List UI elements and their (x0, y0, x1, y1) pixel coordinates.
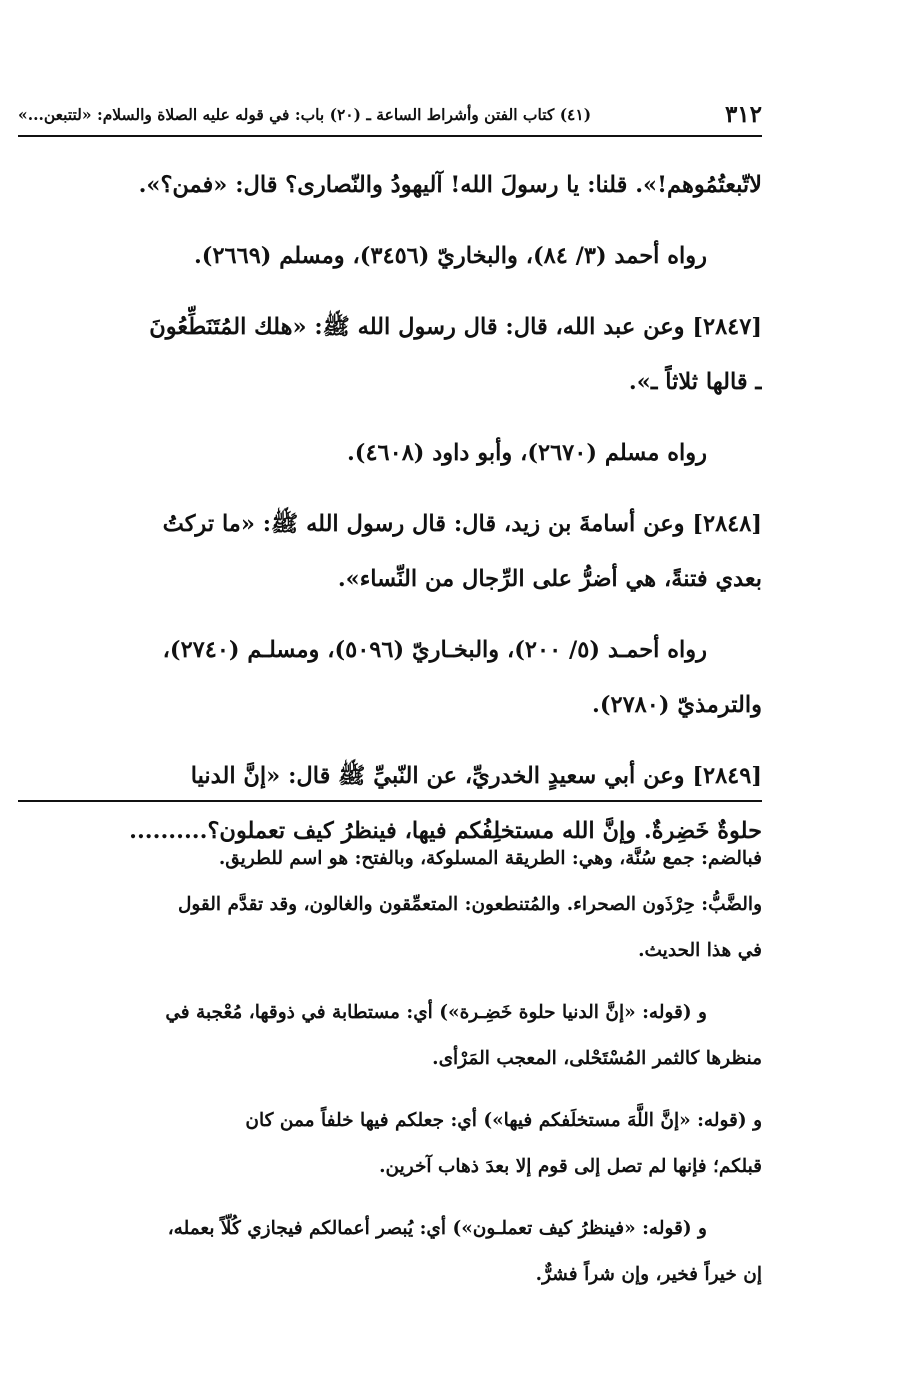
text-line: حلوةٌ خَضِرةٌ. وإنَّ الله مستخلِفُكم فيها، فينظرُ كيف تعملون؟.......... (129, 818, 762, 844)
hadith-source (18, 229, 762, 284)
page-header (18, 96, 762, 132)
text-line: و (قوله: «إنَّ الدنيا حلوة خَضِـرة») أي: مستطابة في ذوقها، مُعْجبة في (165, 1002, 707, 1023)
text-line: رواه أحمـد (٥/ ٢٠٠)، والبخـاريّ (٥٠٩٦)، ومسلـم (٢٧٤٠)، (162, 637, 707, 663)
text-line: والترمذيّ (٢٧٨٠). (592, 692, 762, 718)
commentary-paragraph (18, 990, 762, 1082)
text-line: قبلكم؛ فإنها لم تصل إلى قوم إلا بعدَ ذهاب آخرين. (379, 1156, 762, 1177)
text-line: و (قوله: «فينظرُ كيف تعملـون») أي: يُبصر أعمالكم فيجازي كُلّاً بعمله، (167, 1218, 707, 1239)
text-line: والضَّبُّ: حِرْذَون الصحراء. والمُتنطعون: المتعمِّقون والغالون، وقد تقدَّم القول (177, 894, 762, 915)
hadith-source (18, 426, 762, 481)
text-line: و (قوله: «إنَّ اللَّهَ مستخلَفكم فيها») أي: جعلكم فيها خلفاً ممن كان (245, 1110, 762, 1131)
header-rule (18, 135, 762, 137)
text-line: رواه مسلم (٢٦٧٠)، وأبو داود (٤٦٠٨). (346, 440, 707, 466)
main-text (18, 158, 762, 875)
commentary-paragraph (18, 1206, 762, 1298)
hadith-2848 (18, 497, 762, 607)
page-number: ٣١٢ (724, 100, 762, 128)
text-line: إن خيراً فخير، وإن شراً فشرٌّ. (535, 1264, 762, 1285)
hadith-2847 (18, 300, 762, 410)
text-line: فبالضم: جمع سُنَّة، وهي: الطريقة المسلوكة، وبالفتح: هو اسم للطريق. (218, 848, 762, 869)
text-line: لاتّبعتُمُوهم!». قلنا: يا رسولَ الله! آليهودُ والنّصارى؟ قال: «فمن؟». (138, 172, 762, 198)
hadith-continuation (18, 158, 762, 213)
commentary (18, 836, 762, 1314)
running-title: (٤١) كتاب الفتن وأشراط الساعة ـ (٢٠) باب: في قوله عليه الصلاة والسلام: «لتتبعن...» (18, 104, 592, 124)
footnote-separator (18, 800, 762, 802)
text-line: [٢٨٤٧] وعن عبد الله، قال: قال رسول الله ﷺ: «هلك المُتَنَطِّعُونَ (149, 314, 762, 340)
text-line: في هذا الحديث. (638, 940, 762, 961)
text-line: ـ قالها ثلاثاً ـ». (628, 369, 762, 395)
hadith-source (18, 623, 762, 733)
text-line: [٢٨٤٩] وعن أبي سعيدٍ الخدريِّ، عن النّبيِّ ﷺ قال: «إنَّ الدنيا (190, 763, 762, 789)
text-line: منظرها كالثمر المُسْتَحْلى، المعجب المَرْأى. (432, 1048, 762, 1069)
text-line: رواه أحمد (٣/ ٨٤)، والبخاريّ (٣٤٥٦)، ومسلم (٢٦٦٩). (193, 243, 707, 269)
book-page (18, 0, 762, 1374)
commentary-paragraph (18, 1098, 762, 1190)
text-line: بعدي فتنةً، هي أضرُّ على الرِّجال من النِّساء». (337, 566, 762, 592)
text-line: [٢٨٤٨] وعن أسامةَ بن زيد، قال: قال رسول الله ﷺ: «ما تركتُ (162, 511, 762, 537)
commentary-paragraph (18, 836, 762, 974)
